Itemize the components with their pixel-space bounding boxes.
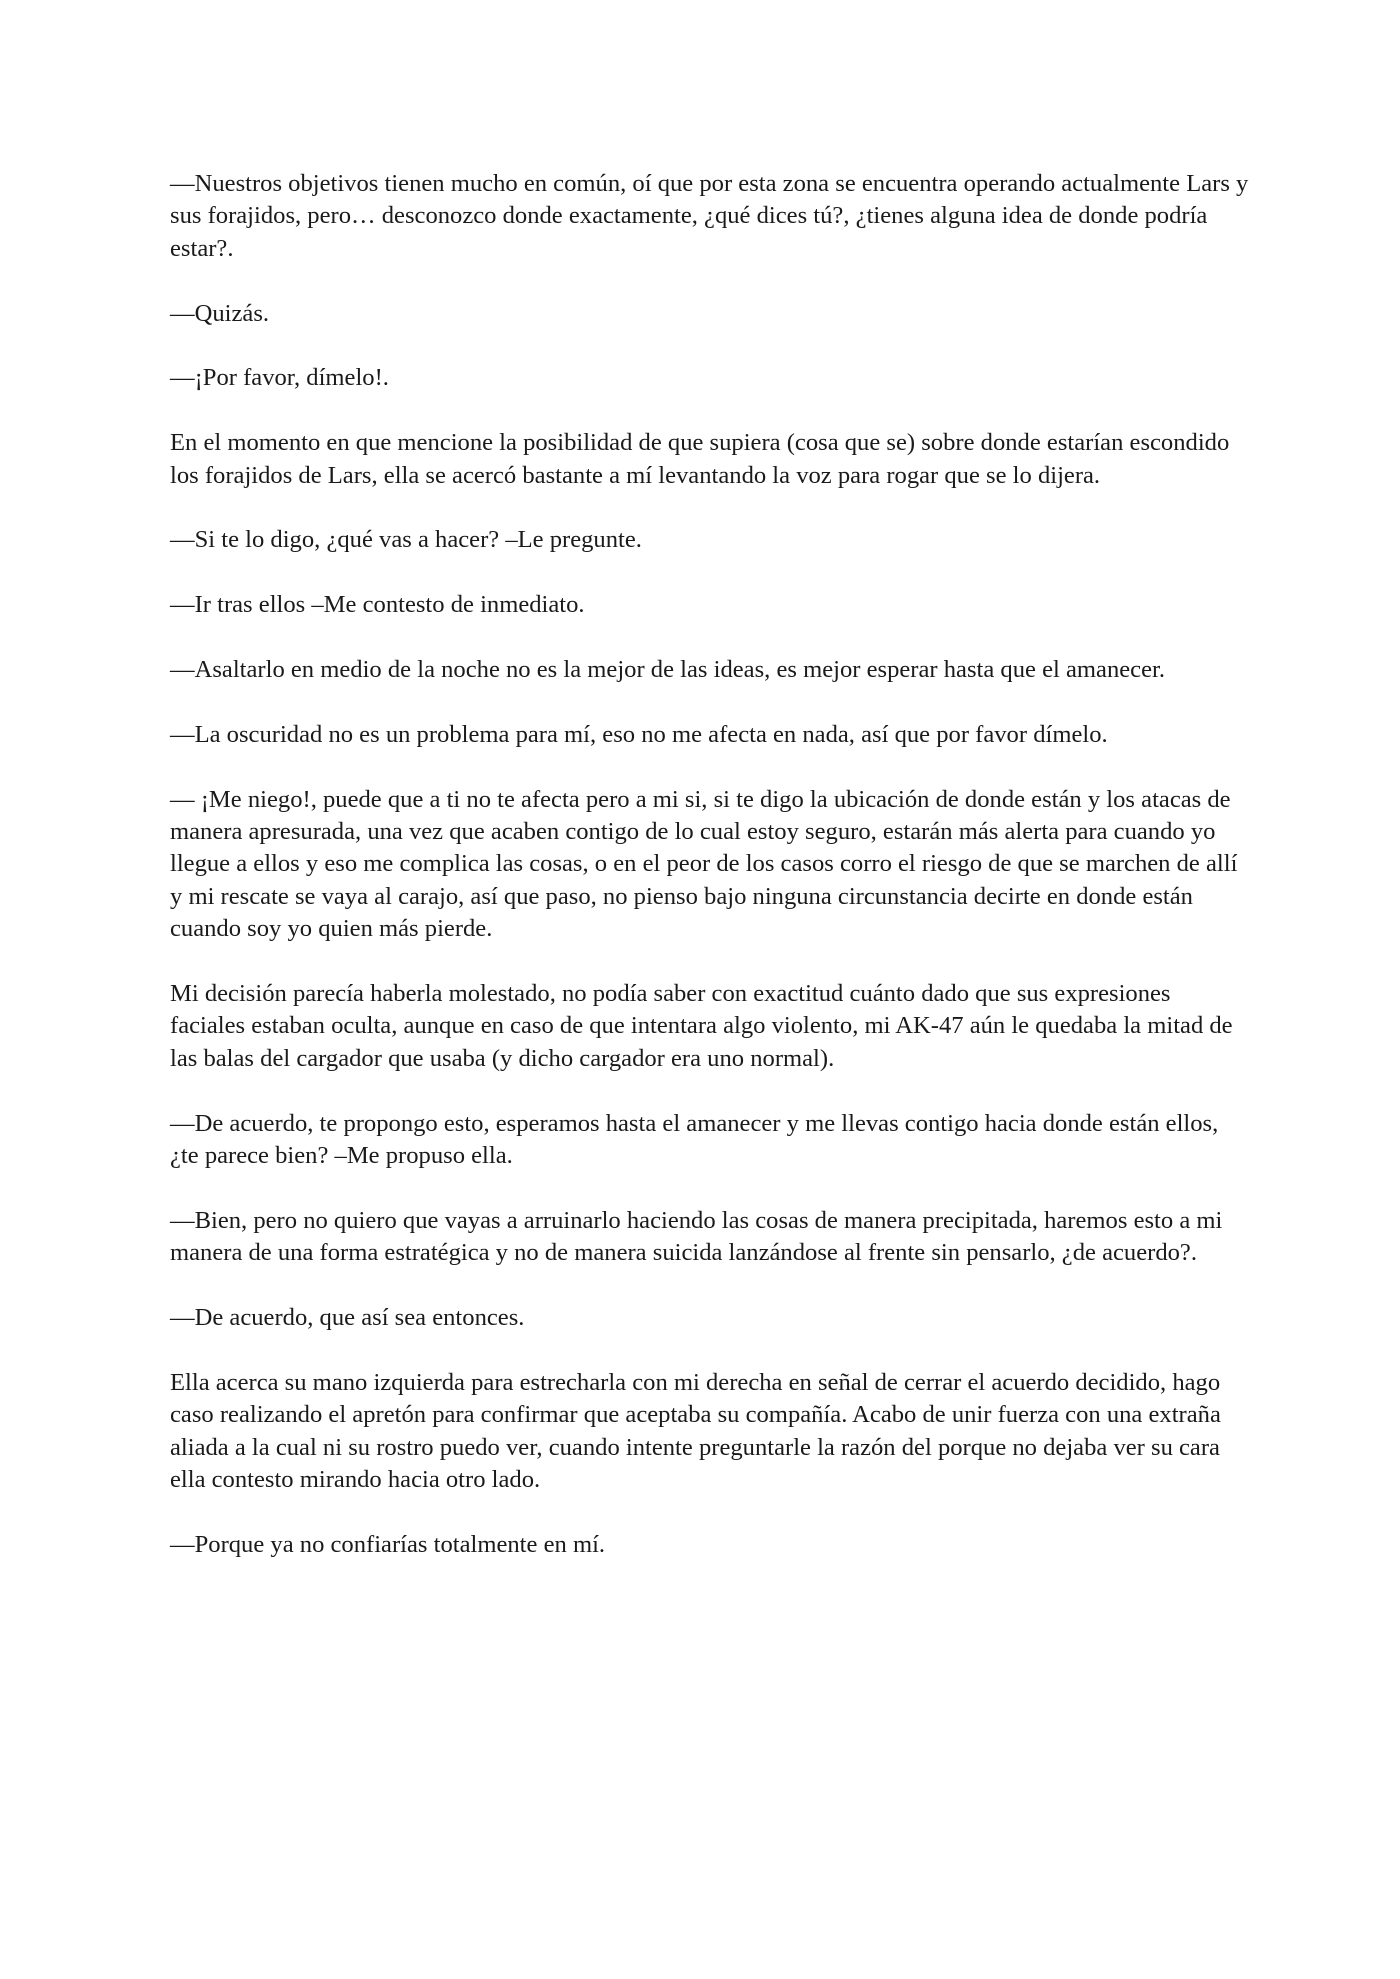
paragraph: —Porque ya no confiarías totalmente en mí.: [170, 1530, 606, 1558]
paragraph: Mi decisión parecía haberla molestado, no podía saber con exactitud cuánto dado que sus expresiones faciales estaban oculta, aunque en caso de que intentara algo violento, mi AK-47 aún le quedaba la mitad de las balas del cargador que usaba (y dicho cargador era uno normal).: [170, 980, 1233, 1072]
paragraph: —Quizás.: [170, 299, 270, 327]
paragraph: — ¡Me niego!, puede que a ti no te afecta pero a mi si, si te digo la ubicación de donde están y los atacas de manera apresurada, una vez que acaben contigo de lo cual estoy seguro, estarán más alerta para cuando yo llegue a ellos y eso me complica las cosas, o en el peor de los casos corro el riesgo de que se marchen de allí y mi rescate se vaya al carajo, así que paso, no pienso bajo ninguna circunstancia decirte en donde están cuando soy yo quien más pierde.: [170, 785, 1238, 943]
paragraph: —Nuestros objetivos tienen mucho en común, oí que por esta zona se encuentra operando actualmente Lars y sus forajidos, pero… desconozco donde exactamente, ¿qué dices tú?, ¿tienes alguna idea de donde podría estar?.: [170, 170, 1249, 262]
paragraph: —La oscuridad no es un problema para mí, eso no me afecta en nada, así que por favor dímelo.: [170, 720, 1108, 748]
paragraph: Ella acerca su mano izquierda para estrecharla con mi derecha en señal de cerrar el acuerdo decidido, hago caso realizando el apretón para confirmar que aceptaba su compañía. Acabo de unir fuerza con una extraña aliada a la cual ni su rostro puedo ver, cuando intente preguntarle la razón del porque no dejaba ver su cara ella contesto mirando hacia otro lado.: [170, 1368, 1221, 1494]
paragraph: —¡Por favor, dímelo!.: [170, 364, 389, 392]
paragraph: En el momento en que mencione la posibilidad de que supiera (cosa que se) sobre donde estarían escondido los forajidos de Lars, ella se acercó bastante a mí levantando la voz para rogar que se lo dijera.: [170, 429, 1230, 489]
paragraph: —Asaltarlo en medio de la noche no es la mejor de las ideas, es mejor esperar hasta que el amanecer.: [170, 656, 1165, 683]
document-body: [170, 168, 1250, 1594]
paragraph: —Bien, pero no quiero que vayas a arruinarlo haciendo las cosas de manera precipitada, haremos esto a mi manera de una forma estratégica y no de manera suicida lanzándose al frente sin pensarlo, ¿de acuerdo?.: [170, 1206, 1223, 1267]
paragraph: —Ir tras ellos –Me contesto de inmediato.: [170, 591, 585, 619]
paragraph: —De acuerdo, que así sea entonces.: [170, 1304, 525, 1332]
paragraph: —Si te lo digo, ¿qué vas a hacer? –Le pregunte.: [170, 526, 642, 554]
paragraph: —De acuerdo, te propongo esto, esperamos hasta el amanecer y me llevas contigo hacia donde están ellos, ¿te parece bien? –Me propuso ella.: [170, 1109, 1219, 1170]
